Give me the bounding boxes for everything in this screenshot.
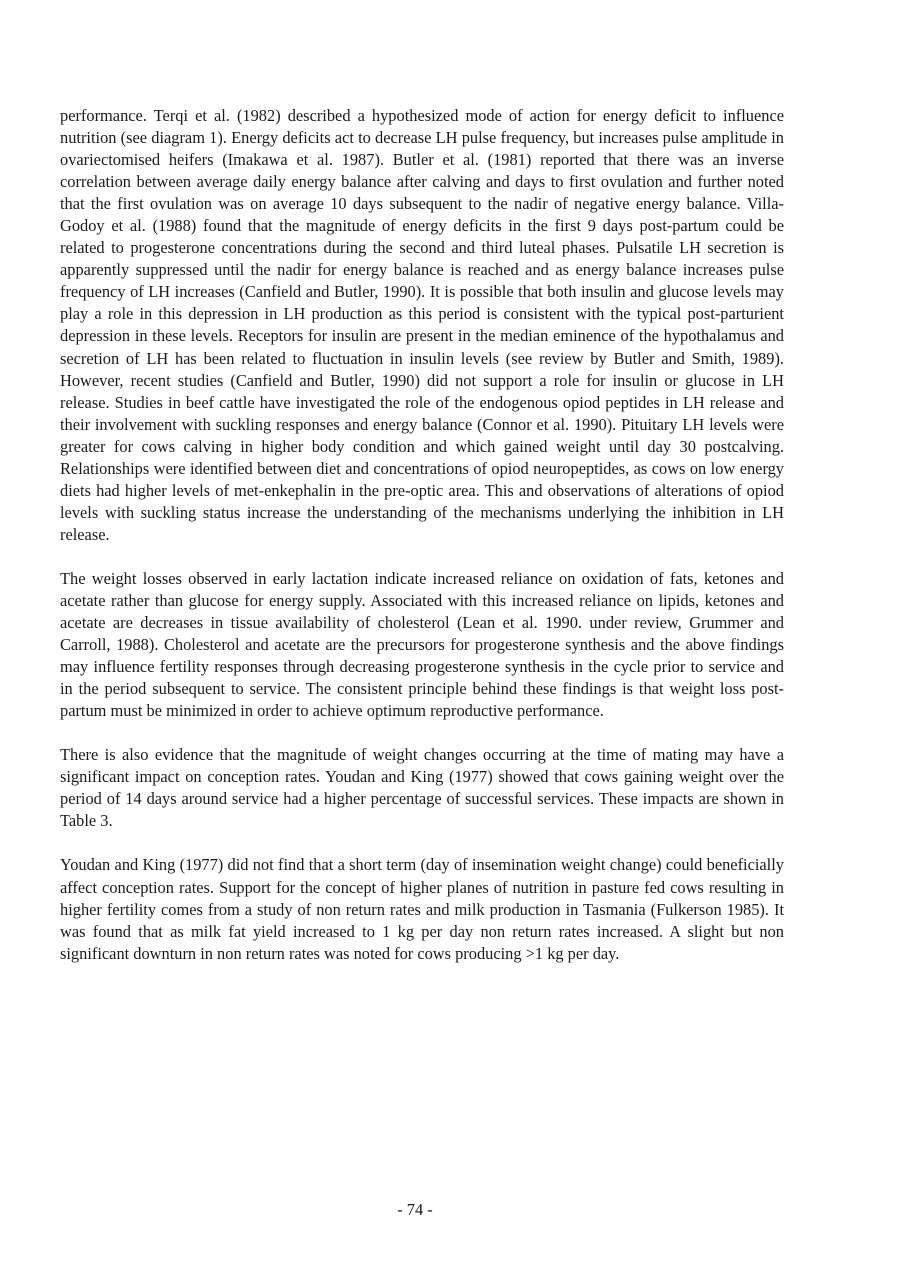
page-number: - 74 -	[397, 1200, 433, 1219]
body-text	[60, 105, 784, 965]
paragraph-youdan-king-nutrition: Youdan and King (1977) did not find that a short term (day of insemination weight change) could beneficially affect conception rates. Support for the concept of higher planes of nutrition in pasture fed cows resulting in higher fertility comes from a study of non return rates and milk production in Tasmania (Fulkerson 1985). It was found that as milk fat yield increased to 1 kg per day non return rates increased. A slight but non significant downturn in non return rates was noted for cows producing >1 kg per day.	[60, 855, 784, 963]
paragraph-energy-deficit-lh: performance. Terqi et al. (1982) described a hypothesized mode of action for energy deficit to influence nutrition (see diagram 1). Energy deficits act to decrease LH pulse frequency, but increases pulse amplitude in ovariectomised heifers (Imakawa et al. 1987). Butler et al. (1981) reported that there was an inverse correlation between average daily energy balance after calving and days to first ovulation and further noted that the first ovulation was on average 10 days subsequent to the nadir of negative energy balance. Villa-Godoy et al. (1988) found that the magnitude of energy deficits in the first 9 days post-partum could be related to progesterone concentrations during the second and third luteal phases. Pulsatile LH secretion is apparently suppressed until the nadir for energy balance is reached and as energy balance increases pulse frequency of LH increases (Canfield and Butler, 1990). It is possible that both insulin and glucose levels may play a role in this depression in LH production as this period is consistent with the typical post-parturient depression in these levels. Receptors for insulin are present in the median eminence of the hypothalamus and secretion of LH has been related to fluctuation in insulin levels (see review by Butler and Smith, 1989). However, recent studies (Canfield and Butler, 1990) did not support a role for insulin or glucose in LH release. Studies in beef cattle have investigated the role of the endogenous opiod peptides in LH release and their involvement with suckling responses and energy balance (Connor et al. 1990). Pituitary LH levels were greater for cows calving in higher body condition and which gained weight until day 30 postcalving. Relationships were identified between diet and concentrations of opiod neuropeptides, as cows on low energy diets had higher levels of met-enkephalin in the pre-optic area. This and observations of alterations of opiod levels with suckling status increase the understanding of the mechanisms underlying the inhibition in LH release.	[60, 106, 784, 544]
paragraph-weight-loss-lactation: The weight losses observed in early lactation indicate increased reliance on oxidation of fats, ketones and acetate rather than glucose for energy supply. Associated with this increased reliance on lipids, ketones and acetate are decreases in tissue availability of cholesterol (Lean et al. 1990. under review, Grummer and Carroll, 1988). Cholesterol and acetate are the precursors for progesterone synthesis and the above findings may influence fertility responses through decreasing progesterone synthesis in the cycle prior to service and in the period subsequent to service. The consistent principle behind these findings is that weight loss post-partum must be minimized in order to achieve optimum reproductive performance.	[60, 568, 784, 721]
paragraph-weight-change-mating: There is also evidence that the magnitude of weight changes occurring at the time of mating may have a significant impact on conception rates. Youdan and King (1977) showed that cows gaining weight over the period of 14 days around service had a higher percentage of successful services. These impacts are shown in Table 3.	[60, 745, 784, 831]
